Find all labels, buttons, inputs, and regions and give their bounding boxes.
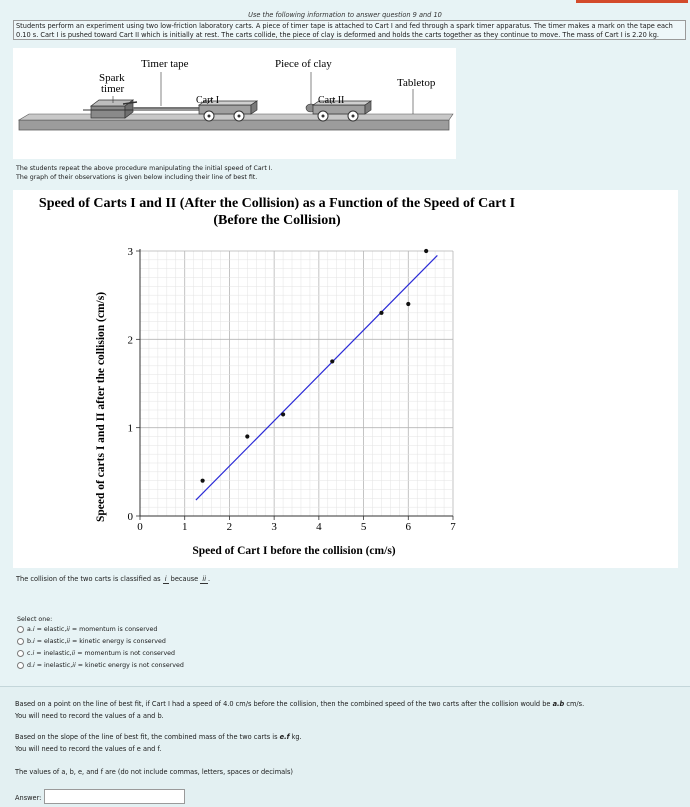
x-tick-label: 7 (450, 521, 456, 533)
option-d[interactable]: d. i = inelastic, ii = kinetic energy is not conserved (17, 662, 184, 669)
spark-label: Spark (99, 72, 125, 84)
cart-2-label: Cart II (318, 95, 345, 106)
question-9-stem (16, 575, 210, 584)
q10-unit-1: cm/s. (566, 700, 585, 708)
option-a-i-value: elastic, (43, 626, 67, 633)
q10-var-ab: a.b (552, 700, 565, 708)
q10-line-1 (15, 700, 584, 708)
q10-line-4: You will need to record the values of e and f. (15, 745, 162, 753)
option-a-ii: ii (66, 626, 70, 633)
option-b-ii: ii (66, 638, 70, 645)
x-tick-label: 6 (405, 521, 412, 533)
x-tick-label: 4 (316, 521, 322, 533)
chart-title: Speed of Carts I and II (After the Collision) as a Function of the Speed of Cart I (38, 196, 516, 211)
option-c-letter: c. (27, 650, 33, 657)
x-tick-label: 3 (271, 521, 277, 533)
cart-1-label: Cart I (196, 95, 220, 106)
answer-label: Answer: (15, 794, 42, 802)
stem-end: . (208, 575, 211, 583)
speed-chart (13, 190, 678, 568)
option-c-i-value: inelastic, (43, 650, 72, 657)
y-axis-label: Speed of carts I and II after the collision (cm/s) (95, 291, 107, 523)
apparatus-diagram (13, 48, 456, 159)
q10-line-2: You will need to record the values of a and b. (15, 712, 164, 720)
y-tick-label: 1 (127, 422, 133, 435)
note-line-1: The students repeat the above procedure manipulating the initial speed of Cart I. (16, 165, 273, 172)
q10-line-5: The values of a, b, e, and f are (do not include commas, letters, spaces or decimals) (15, 768, 294, 776)
tabletop-label: Tabletop (397, 77, 436, 89)
option-d-i: i (33, 662, 35, 669)
y-tick-label: 2 (127, 334, 133, 347)
x-tick-label: 1 (181, 521, 188, 533)
option-c-i: i (32, 650, 35, 657)
x-tick-label: 5 (360, 521, 367, 533)
data-point (330, 359, 334, 363)
q10-var-ef: e.f (279, 733, 290, 741)
data-point (424, 249, 428, 253)
data-point (406, 302, 410, 306)
best-fit-line (196, 255, 437, 500)
option-b[interactable]: b. i = elastic, ii = kinetic energy is conserved (17, 638, 166, 645)
option-d-i-value: inelastic, (44, 662, 73, 669)
q10-line-1-text: Based on a point on the line of best fit, if Cart I had a speed of 4.0 cm/s before the collision, then the combined speed of the two carts after the collision would be (15, 700, 551, 708)
option-c-ii-value: momentum is not conserved (84, 650, 176, 657)
option-b-letter: b. (27, 638, 33, 645)
chart-subtitle: (Before the Collision) (213, 213, 341, 228)
option-d-letter: d. (27, 662, 33, 669)
y-tick-label: 0 (127, 511, 133, 523)
data-point (201, 479, 205, 483)
x-tick-label: 2 (226, 521, 233, 533)
answer-input[interactable] (44, 789, 185, 804)
blank-i: i (164, 575, 167, 583)
option-a[interactable]: a. i = elastic, ii = momentum is conserved (17, 626, 157, 633)
option-b-i: i (33, 638, 35, 645)
data-point (379, 311, 383, 315)
q10-line-3-text: Based on the slope of the line of best fit, the combined mass of the two carts is (15, 733, 278, 741)
note-line-2: The graph of their observations is given below including their line of best fit. (16, 174, 258, 181)
y-tick-label: 3 (127, 246, 133, 258)
option-b-radio[interactable] (17, 638, 24, 645)
blank-ii: ii (202, 575, 207, 583)
option-a-ii-value: momentum is conserved (79, 626, 158, 633)
question-instruction: Use the following information to answer question 9 and 10 (248, 11, 442, 19)
data-point (245, 434, 249, 438)
option-a-radio[interactable] (17, 626, 24, 633)
option-b-ii-value: kinetic energy is conserved (79, 638, 166, 645)
q10-unit-3: kg. (291, 733, 302, 741)
option-d-ii-value: kinetic energy is not conserved (85, 662, 184, 669)
option-b-i-value: elastic, (44, 638, 67, 645)
q10-line-3 (15, 733, 302, 741)
timer-tape-label: Timer tape (141, 58, 189, 70)
option-c[interactable]: c. i = inelastic, ii = momentum is not conserved (17, 650, 175, 657)
option-d-radio[interactable] (17, 662, 24, 669)
x-tick-label: 0 (137, 521, 143, 533)
intro-text: Students perform an experiment using two low-friction laboratory carts. A piece of timer tape is attached to Cart I and fed through a spark timer apparatus. The timer makes a mark on the tape each 0.10 s. Cart I is pushed toward Cart II which is initially at rest. The carts collide, the piece of clay is deformed and holds the carts together as they continue to move. The mass of Cart I is 2.20 kg. (13, 20, 686, 40)
stem-because: because (170, 575, 199, 583)
data-point (281, 412, 285, 416)
option-a-i: i (32, 626, 35, 633)
tabletop (19, 120, 449, 130)
timer-label: timer (101, 83, 125, 95)
select-one-label: Select one: (17, 616, 53, 623)
x-axis-label: Speed of Cart I before the collision (cm/s) (192, 545, 396, 557)
option-d-ii: ii (72, 662, 76, 669)
option-c-radio[interactable] (17, 650, 24, 657)
option-c-ii: ii (71, 650, 76, 657)
option-a-letter: a. (27, 626, 33, 633)
clay-label: Piece of clay (275, 58, 332, 70)
stem-prefix: The collision of the two carts is classified as (16, 575, 161, 583)
top-accent-bar (576, 0, 688, 3)
